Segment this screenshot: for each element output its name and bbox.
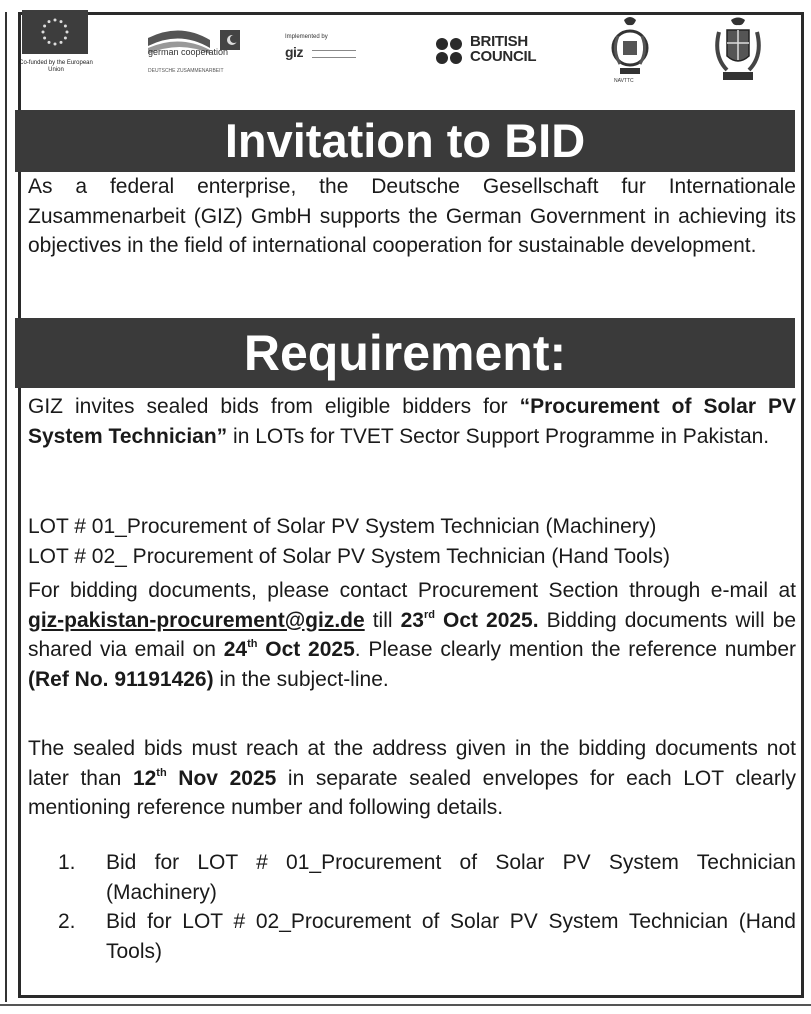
list-item: [28, 907, 796, 966]
logo-strip: [0, 0, 780, 100]
lot-item: LOT # 01_Procurement of Solar PV System Technician (Machinery): [28, 515, 657, 538]
british-council-dots-icon: [435, 37, 463, 65]
reference-number: (Ref No. 91191426): [28, 667, 214, 691]
contact-paragraph: For bidding documents, please contact Procurement Section through e-mail at giz-pakistan-procurement@giz.de till 23rd Oct 2025. Bidding documents will be shared via email on 24th Oct 2025. Please clearly mention the reference number (Ref No. 91191426) in the subject-line.: [28, 579, 797, 691]
eu-caption: Co-funded by the European Union: [19, 60, 93, 73]
navttc-caption: NAVTTC: [614, 78, 634, 84]
bottom-border-line: [0, 1004, 811, 1006]
intro-paragraph: As a federal enterprise, the Deutsche Gesellschaft fur Internationale Zusammenarbeit (GIZ) GmbH supports the German Government in achieving its objectives in the field of international cooperation for sustainable development.: [28, 175, 796, 257]
requirement-paragraph: GIZ invites sealed bids from eligible bidders for “Procurement of Solar PV System Technician” in LOTs for TVET Sector Support Programme in Pakistan.: [28, 395, 796, 448]
bid-details-list: [28, 848, 796, 966]
deadline-paragraph: The sealed bids must reach at the address given in the bidding documents not later than 12th Nov 2025 in separate sealed envelopes for each LOT clearly mentioning reference number and following details.: [28, 737, 796, 819]
lot-item: LOT # 02_ Procurement of Solar PV System Technician (Hand Tools): [28, 544, 670, 568]
implemented-by-label: Implemented by: [285, 34, 328, 40]
list-item: [28, 848, 796, 907]
pakistan-emblem-icon: [713, 16, 763, 86]
giz-tagline-lines: [312, 50, 356, 58]
german-cooperation-subtext: DEUTSCHE ZUSAMMENARBEIT: [148, 68, 224, 74]
giz-logo-text: giz: [285, 44, 303, 60]
navttc-crest-icon: [608, 16, 652, 78]
left-border-line: [5, 12, 7, 1002]
list-item-text: Bid for LOT # 01_Procurement of Solar PV System Technician (Machinery): [106, 851, 796, 904]
eu-flag-icon: [22, 10, 88, 54]
lots-list: [28, 512, 796, 571]
invitation-heading: Invitation to BID: [15, 110, 795, 172]
list-number: 2.: [58, 910, 76, 933]
german-cooperation-text: german cooperation: [148, 47, 229, 57]
requirement-heading: Requirement:: [15, 318, 795, 388]
procurement-email-link[interactable]: giz-pakistan-procurement@giz.de: [28, 608, 365, 632]
list-number: 1.: [58, 851, 76, 874]
list-item-text: Bid for LOT # 02_Procurement of Solar PV System Technician (Hand Tools): [106, 910, 796, 963]
procurement-title: “Procurement of Solar PV System Technician”: [28, 395, 796, 448]
british-council-text: BRITISH COUNCIL: [470, 33, 537, 65]
